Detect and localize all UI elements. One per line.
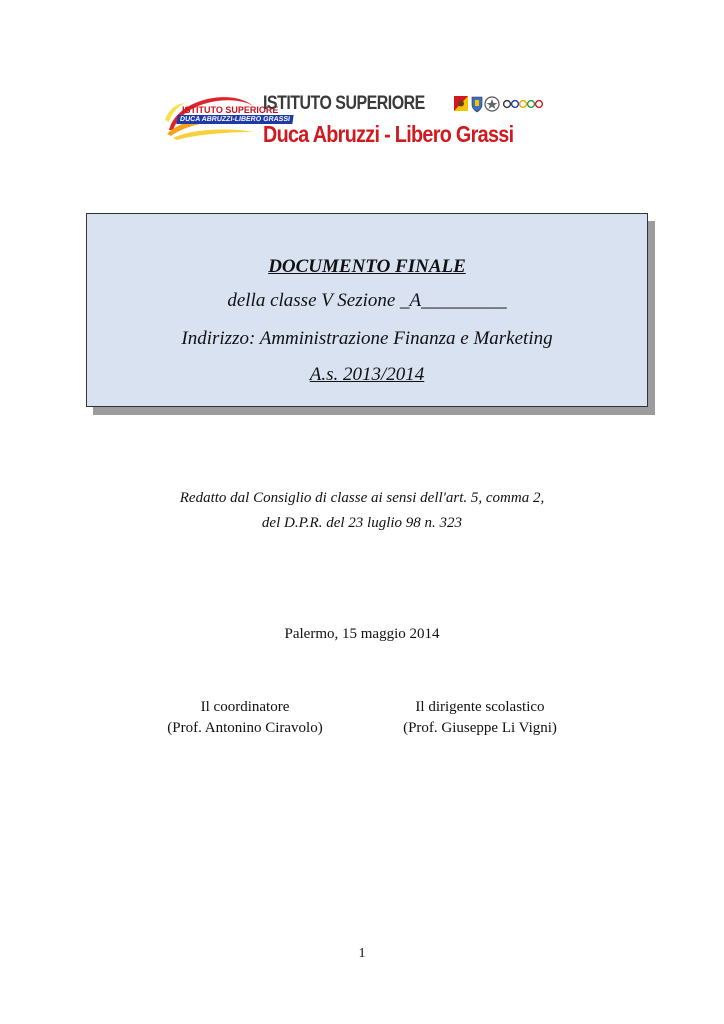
institutional-emblems [454, 94, 544, 114]
coordinator-name: (Prof. Antonino Ciravolo) [167, 720, 323, 736]
principal-role: Il dirigente scolastico [415, 699, 545, 715]
italian-republic-emblem-icon [485, 97, 499, 111]
coordinator-signature [130, 697, 360, 739]
place-and-date: Palermo, 15 maggio 2014 [284, 626, 440, 642]
principal-signature [370, 697, 590, 739]
curriculum: Indirizzo: Amministrazione Finanza e Marketing [181, 328, 553, 349]
coordinator-role: Il coordinatore [200, 699, 290, 715]
logo-text-bottom: DUCA ABRUZZI-LIBERO GRASSI [176, 115, 293, 124]
legal-reference-line2: del D.P.R. del 23 luglio 98 n. 323 [261, 515, 463, 531]
coat-of-arms-icon [472, 97, 482, 112]
legal-reference-line1: Redatto dal Consiglio di classe ai sensi dell'art. 5, comma 2, [179, 490, 545, 506]
school-year: A.s. 2013/2014 [309, 364, 425, 385]
title-box [86, 213, 648, 407]
eu-stars-icon [504, 101, 543, 108]
school-header [163, 90, 553, 150]
school-name: Duca Abruzzi - Libero Grassi [263, 121, 514, 147]
school-logo [163, 90, 291, 142]
page-number: 1 [358, 946, 366, 961]
school-type: ISTITUTO SUPERIORE [263, 93, 425, 114]
document-title: DOCUMENTO FINALE [268, 256, 466, 277]
logo-text-top: ISTITUTO SUPERIORE [182, 105, 279, 115]
sicily-flag-icon [454, 96, 468, 111]
class-section: della classe V Sezione _A_________ [227, 290, 507, 311]
principal-name: (Prof. Giuseppe Li Vigni) [403, 720, 557, 736]
